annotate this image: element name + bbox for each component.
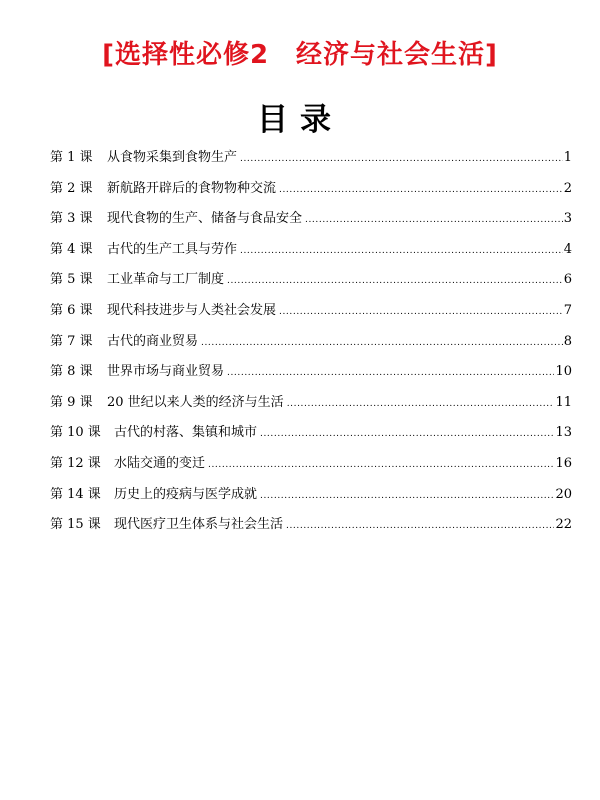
toc-entry[interactable] — [50, 240, 572, 271]
toc-leader-dots — [279, 302, 563, 322]
toc-leader-dots — [208, 455, 554, 475]
toc-leader-dots — [201, 333, 563, 353]
document-header-title: [选择性必修2 经济与社会生活] — [102, 40, 498, 70]
toc-entry-text: 现代食物的生产、储备与食品安全 — [107, 211, 303, 227]
toc-list — [50, 148, 572, 546]
toc-entry-label: 第 3 课 — [50, 211, 93, 227]
toc-entry[interactable] — [50, 209, 572, 240]
toc-leader-dots — [227, 271, 563, 291]
toc-leader-dots — [227, 363, 554, 383]
toc-leader-dots — [286, 516, 554, 536]
toc-entry-text: 水陆交通的变迁 — [114, 455, 206, 471]
toc-leader-dots — [279, 180, 563, 200]
toc-entry-text: 古代的村落、集镇和城市 — [114, 425, 258, 441]
toc-leader-dots — [260, 424, 554, 444]
toc-leader-dots — [287, 394, 555, 414]
toc-entry-page: 20 — [555, 486, 572, 502]
toc-entry[interactable] — [50, 270, 572, 301]
toc-entry-page: 22 — [555, 517, 572, 533]
toc-entry-page: 3 — [563, 211, 572, 227]
toc-entry-label: 第 6 课 — [50, 302, 93, 318]
toc-entry-label: 第 8 课 — [50, 364, 93, 380]
toc-entry-page: 13 — [555, 425, 572, 441]
toc-entry[interactable] — [50, 423, 572, 454]
toc-entry-page: 4 — [563, 241, 572, 257]
toc-entry-page: 1 — [563, 150, 572, 165]
toc-entry-page: 11 — [555, 394, 572, 410]
toc-entry-text: 新航路开辟后的食物物种交流 — [107, 180, 277, 196]
toc-entry-label: 第 12 课 — [50, 455, 101, 471]
toc-entry-text: 现代医疗卫生体系与社会生活 — [114, 517, 284, 533]
toc-leader-dots — [240, 241, 563, 261]
toc-entry[interactable] — [50, 515, 572, 546]
toc-entry-page: 6 — [563, 272, 572, 288]
toc-entry[interactable] — [50, 332, 572, 363]
toc-entry[interactable] — [50, 485, 572, 516]
toc-entry-page: 16 — [555, 455, 572, 471]
toc-entry-text: 古代的商业贸易 — [107, 333, 199, 349]
toc-entry-label: 第 14 课 — [50, 486, 101, 502]
toc-entry-label: 第 1 课 — [50, 150, 93, 165]
toc-entry-label: 第 4 课 — [50, 241, 93, 257]
toc-entry-label: 第 2 课 — [50, 180, 93, 196]
toc-entry-text: 古代的生产工具与劳作 — [107, 241, 238, 257]
toc-entry-text: 现代科技进步与人类社会发展 — [107, 302, 277, 318]
toc-entry[interactable] — [50, 301, 572, 332]
toc-entry-page: 7 — [563, 302, 572, 318]
toc-entry-label: 第 10 课 — [50, 425, 101, 441]
toc-entry-page: 8 — [563, 333, 572, 349]
toc-leader-dots — [260, 486, 554, 506]
toc-entry[interactable] — [50, 179, 572, 210]
toc-entry[interactable] — [50, 362, 572, 393]
toc-entry-label: 第 5 课 — [50, 272, 93, 288]
toc-leader-dots — [240, 149, 563, 169]
toc-leader-dots — [305, 210, 563, 230]
toc-entry-page: 10 — [555, 364, 572, 380]
toc-entry-label: 第 15 课 — [50, 517, 101, 533]
toc-entry-text: 历史上的疫病与医学成就 — [114, 486, 258, 502]
toc-entry[interactable] — [50, 454, 572, 485]
toc-entry-text: 世界市场与商业贸易 — [107, 364, 225, 380]
toc-entry[interactable] — [50, 393, 572, 424]
toc-entry-label: 第 9 课 — [50, 394, 93, 410]
toc-entry-text: 从食物采集到食物生产 — [107, 150, 238, 165]
toc-title: 目录 — [257, 102, 343, 138]
toc-entry-label: 第 7 课 — [50, 333, 93, 349]
toc-entry-page: 2 — [563, 180, 572, 196]
toc-entry-text: 20 世纪以来人类的经济与生活 — [107, 394, 284, 410]
toc-entry-text: 工业革命与工厂制度 — [107, 272, 225, 288]
toc-entry[interactable] — [50, 148, 572, 179]
